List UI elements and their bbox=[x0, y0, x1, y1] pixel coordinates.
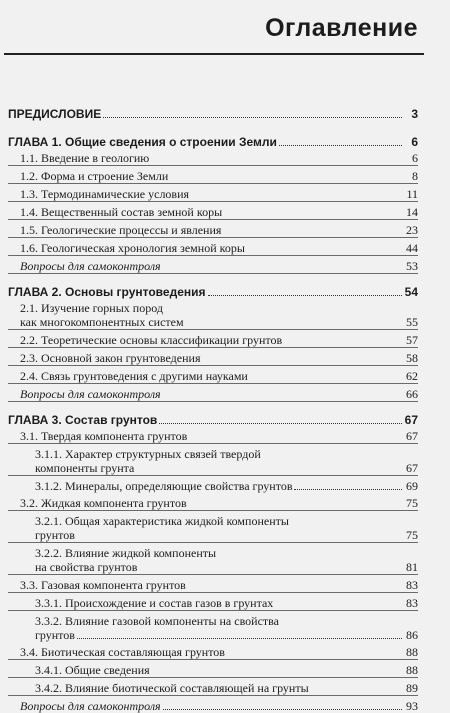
toc-entry-label: 3.4.1. Общие сведения bbox=[35, 663, 150, 677]
toc-chapter-1[interactable] bbox=[8, 135, 418, 149]
toc-entry-label: 2.2. Теоретические основы классификации грунтов bbox=[20, 333, 283, 347]
page-number: 69 bbox=[406, 479, 418, 493]
toc-entry-3-4-1[interactable] bbox=[8, 663, 418, 678]
title-divider bbox=[4, 53, 424, 55]
toc-entry-3-4-2[interactable] bbox=[8, 681, 418, 696]
page-number: 67 bbox=[406, 461, 418, 475]
table-of-contents bbox=[8, 96, 418, 713]
page-number: 66 bbox=[406, 387, 418, 401]
toc-entry-label-continued: грунтов bbox=[35, 628, 75, 642]
leader-dots bbox=[294, 489, 402, 490]
toc-entry-3-2-1-line1 bbox=[8, 514, 418, 528]
leader-dots bbox=[159, 423, 402, 424]
toc-entry-label: 1.2. Форма и строение Земли bbox=[20, 169, 169, 183]
page-number: 89 bbox=[406, 681, 418, 695]
toc-entry-3-1[interactable] bbox=[8, 429, 418, 444]
leader-dots bbox=[279, 145, 402, 146]
toc-entry-2-2[interactable] bbox=[8, 333, 418, 348]
toc-entry-3-3-1[interactable] bbox=[8, 596, 418, 611]
toc-entry-3-3[interactable] bbox=[8, 578, 418, 593]
toc-entry-label: 1.1. Введение в геологию bbox=[20, 151, 150, 165]
page-number: 67 bbox=[406, 429, 418, 443]
toc-entry-label: 2.4. Связь грунтоведения с другими науками bbox=[20, 369, 248, 383]
toc-entry-label: 3.1. Твердая компонента грунтов bbox=[20, 429, 188, 443]
toc-entry-1-1[interactable] bbox=[8, 151, 418, 166]
toc-entry-3-3-2[interactable] bbox=[8, 628, 418, 642]
toc-entry-label: 1.6. Геологическая хронология земной коры bbox=[20, 241, 245, 255]
toc-entry-2-3[interactable] bbox=[8, 351, 418, 366]
toc-entry-1-6[interactable] bbox=[8, 241, 418, 256]
toc-entry-label: 2.1. Изучение горных пород bbox=[20, 301, 163, 315]
toc-entry-label: 3.4. Биотическая составляющая грунтов bbox=[20, 645, 225, 659]
toc-entry-label: Вопросы для самоконтроля bbox=[20, 259, 161, 273]
toc-entry-3-1-2[interactable] bbox=[8, 479, 418, 493]
page-number: 57 bbox=[406, 333, 418, 347]
toc-entry-label: 1.4. Вещественный состав земной коры bbox=[20, 205, 223, 219]
page-number: 11 bbox=[406, 187, 418, 201]
toc-entry-label: 3.1.1. Характер структурных связей твердой bbox=[35, 447, 261, 461]
toc-entry-3-2-2[interactable] bbox=[8, 560, 418, 575]
toc-entry-label-continued: грунтов bbox=[35, 528, 75, 542]
page-number: 55 bbox=[406, 315, 418, 329]
toc-entry-label: ГЛАВА 1. Общие сведения о строении Земли bbox=[8, 135, 277, 149]
page-number: 6 bbox=[411, 135, 418, 149]
page-number: 3 bbox=[411, 107, 418, 121]
toc-entry-3-4[interactable] bbox=[8, 645, 418, 660]
page-number: 75 bbox=[406, 496, 418, 510]
toc-entry-3-1-1-line1 bbox=[8, 447, 418, 461]
toc-entry-3-2-1[interactable] bbox=[8, 528, 418, 543]
leader-dots bbox=[103, 117, 402, 118]
toc-entry-questions-3[interactable] bbox=[8, 699, 418, 713]
toc-entry-2-1-line1 bbox=[8, 301, 418, 315]
page-number: 62 bbox=[406, 369, 418, 383]
toc-entry-label: 3.1.2. Минералы, определяющие свойства грунтов bbox=[35, 479, 293, 493]
page-number: 23 bbox=[406, 223, 418, 237]
toc-entry-2-1[interactable] bbox=[8, 315, 418, 330]
toc-entry-label-continued: как многокомпонентных систем bbox=[20, 315, 184, 329]
page-number: 88 bbox=[406, 663, 418, 677]
toc-entry-label: Вопросы для самоконтроля bbox=[20, 387, 161, 401]
leader-dots bbox=[208, 295, 403, 296]
toc-entry-label-continued: компоненты грунта bbox=[35, 461, 135, 475]
toc-entry-1-2[interactable] bbox=[8, 169, 418, 184]
toc-entry-label: ГЛАВА 3. Состав грунтов bbox=[8, 413, 158, 427]
toc-entry-1-5[interactable] bbox=[8, 223, 418, 238]
toc-entry-1-3[interactable] bbox=[8, 187, 418, 202]
toc-entry-label: 3.4.2. Влияние биотической составляющей на грунты bbox=[35, 681, 309, 695]
toc-entry-label-continued: на свойства грунтов bbox=[35, 560, 138, 574]
toc-entry-label: 3.2.2. Влияние жидкой компоненты bbox=[35, 546, 217, 560]
toc-entry-label: 1.5. Геологические процессы и явления bbox=[20, 223, 222, 237]
page-number: 93 bbox=[406, 699, 418, 713]
page-number: 44 bbox=[406, 241, 418, 255]
page-number: 8 bbox=[412, 169, 418, 183]
page-number: 54 bbox=[404, 285, 418, 299]
toc-entry-label: ГЛАВА 2. Основы грунтоведения bbox=[8, 285, 206, 299]
page-number: 58 bbox=[406, 351, 418, 365]
toc-entry-2-4[interactable] bbox=[8, 369, 418, 384]
toc-entry-3-1-1[interactable] bbox=[8, 461, 418, 476]
toc-entry-preface[interactable] bbox=[8, 107, 418, 121]
toc-chapter-3[interactable] bbox=[8, 413, 418, 427]
toc-entry-3-3-2-line1 bbox=[8, 614, 418, 628]
toc-entry-questions-2[interactable] bbox=[8, 387, 418, 402]
page-number: 88 bbox=[406, 645, 418, 659]
toc-entry-label: 3.2.1. Общая характеристика жидкой компоненты bbox=[35, 514, 289, 528]
toc-entry-label: 1.3. Термодинамические условия bbox=[20, 187, 190, 201]
page-number: 83 bbox=[406, 578, 418, 592]
page-number: 81 bbox=[406, 560, 418, 574]
toc-entry-label: 3.3.2. Влияние газовой компоненты на свойства bbox=[35, 614, 279, 628]
page-number: 83 bbox=[406, 596, 418, 610]
toc-chapter-2[interactable] bbox=[8, 285, 418, 299]
leader-dots bbox=[77, 638, 402, 639]
toc-entry-3-2-2-line1 bbox=[8, 546, 418, 560]
page-number: 53 bbox=[406, 259, 418, 273]
toc-entry-1-4[interactable] bbox=[8, 205, 418, 220]
page-number: 86 bbox=[406, 628, 418, 642]
leader-dots bbox=[163, 709, 402, 710]
page-number: 14 bbox=[406, 205, 418, 219]
toc-entry-label: 2.3. Основной закон грунтоведения bbox=[20, 351, 201, 365]
toc-entry-label: Вопросы для самоконтроля bbox=[20, 699, 161, 713]
toc-entry-label: 3.2. Жидкая компонента грунтов bbox=[20, 496, 187, 510]
page-number: 75 bbox=[406, 528, 418, 542]
toc-entry-label: 3.3.1. Происхождение и состав газов в грунтах bbox=[35, 596, 274, 610]
toc-entry-label: 3.3. Газовая компонента грунтов bbox=[20, 578, 186, 592]
page-number: 6 bbox=[412, 151, 418, 165]
toc-entry-questions-1[interactable] bbox=[8, 259, 418, 274]
toc-entry-3-2[interactable] bbox=[8, 496, 418, 511]
page-title: Оглавление bbox=[265, 14, 418, 42]
page-number: 67 bbox=[404, 413, 418, 427]
toc-entry-label: ПРЕДИСЛОВИЕ bbox=[8, 107, 102, 121]
